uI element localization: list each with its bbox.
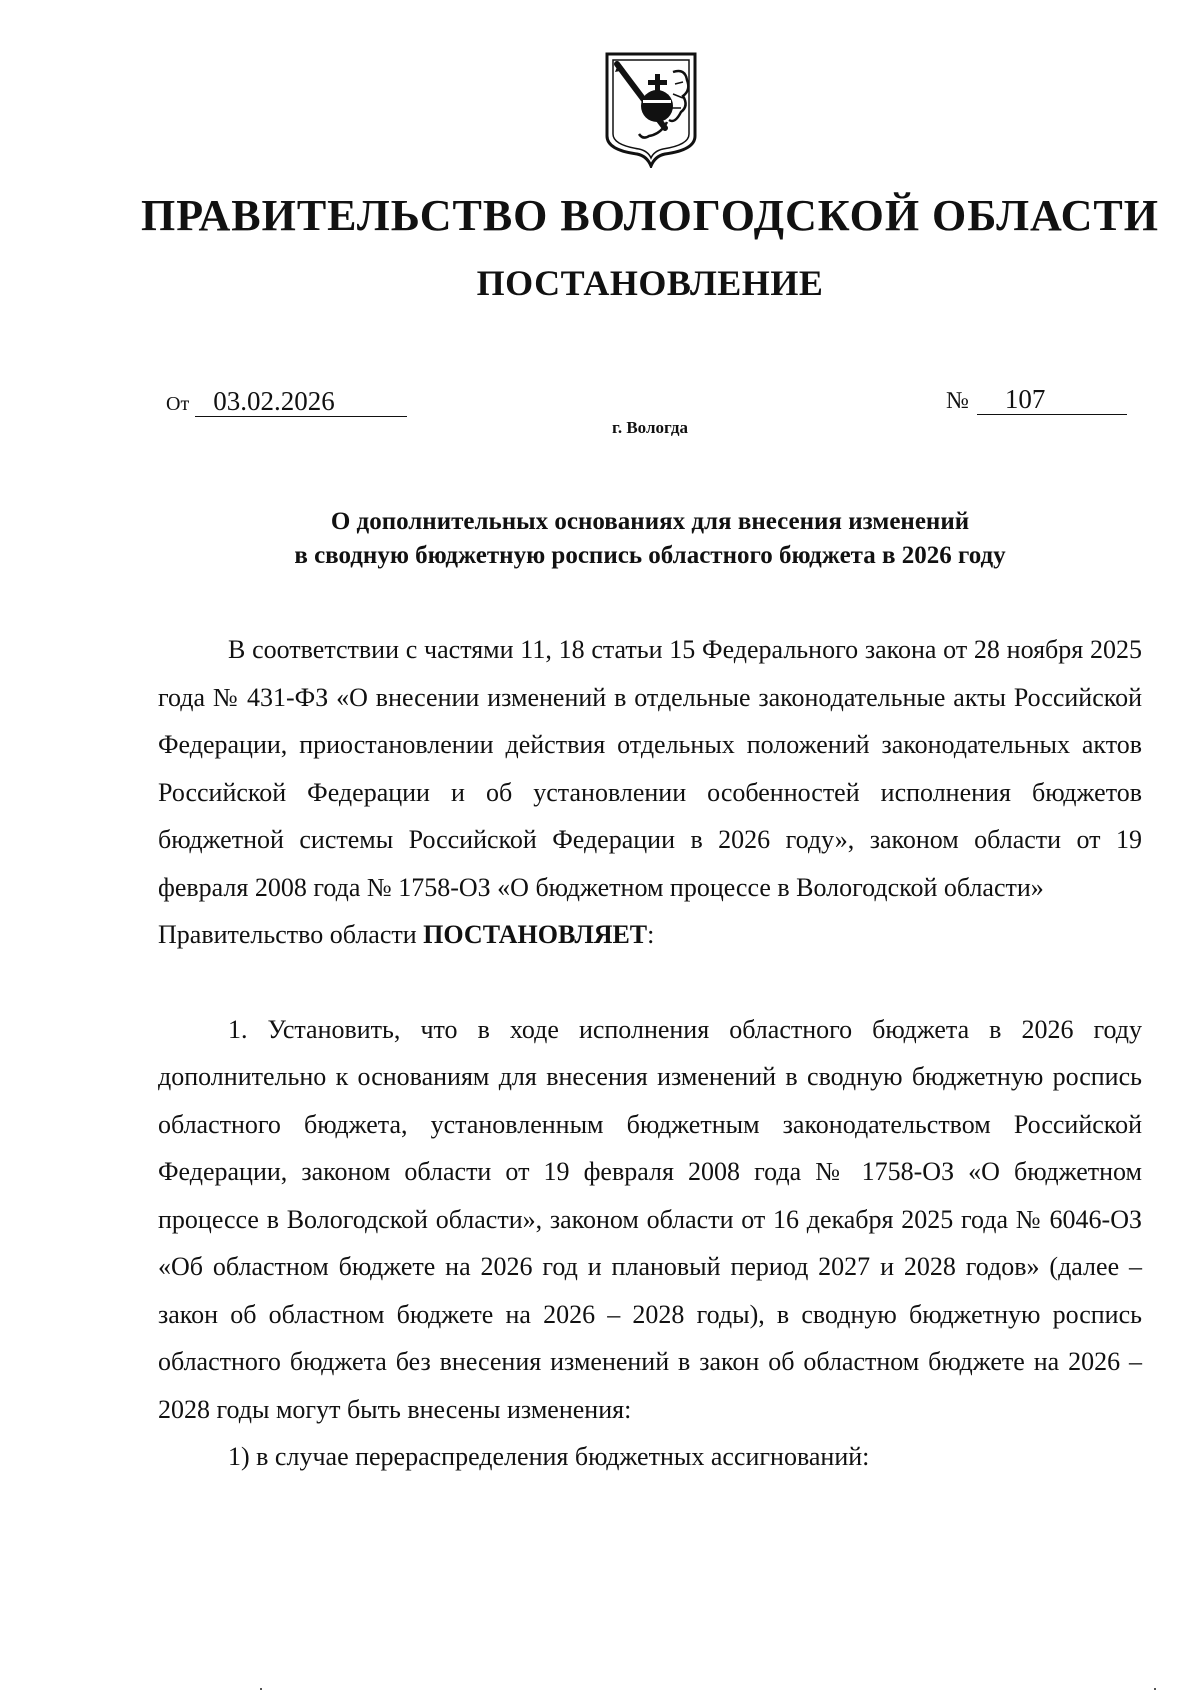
resolve-word: ПОСТАНОВЛЯЕТ: [423, 920, 648, 949]
city-label: г. Вологда: [612, 418, 688, 437]
date-field: [166, 386, 407, 417]
resolve-suffix: :: [647, 920, 655, 949]
date-prefix: От: [166, 393, 190, 415]
subject-line-2: в сводную бюджетную роспись областного бюджета в 2026 году: [294, 542, 1006, 569]
clause-1-subitem-1: 1) в случае перераспределения бюджетных ассигнований:: [228, 1442, 870, 1471]
date-value: 03.02.2026: [195, 386, 407, 417]
number-field: [946, 384, 1127, 415]
number-prefix: №: [946, 388, 969, 414]
resolve-prefix: Правительство области: [158, 920, 417, 949]
scan-artifact: [260, 1688, 262, 1690]
document-type: ПОСТАНОВЛЕНИЕ: [476, 263, 824, 303]
scan-artifact: [1154, 1688, 1156, 1690]
organization-title: ПРАВИТЕЛЬСТВО ВОЛОГОДСКОЙ ОБЛАСТИ: [141, 191, 1159, 240]
document-subject: [0, 505, 1200, 573]
resolve-line: [158, 911, 1142, 959]
coat-of-arms-icon: [603, 50, 699, 168]
preamble-paragraph: В соответствии с частями 11, 18 статьи 15 Федерального закона от 28 ноября 2025 года № 431-ФЗ «О внесении изменений в отдельные законодательные акты Российской Федерации, приостановлении действия отдельных положений законодательных актов Российской Федерации и об установлении особенностей исполнения бюджетов бюджетной системы Российской Федерации в 2026 году», законом области от 19 февраля 2008 года № 1758-ОЗ «О бюджетном процессе в Вологодской области»: [158, 635, 1142, 902]
number-value: 107: [977, 384, 1127, 415]
clause-1-paragraph: 1. Установить, что в ходе исполнения областного бюджета в 2026 году дополнительно к основаниям для внесения изменений в сводную бюджетную роспись областного бюджета, установленным бюджетным законодательством Российской Федерации, законом области от 19 февраля 2008 года № 1758-ОЗ «О бюджетном процессе в Вологодской области», законом области от 16 декабря 2025 года № 6046-ОЗ «Об областном бюджете на 2026 год и плановый период 2027 и 2028 годов» (далее – закон об областном бюджете на 2026 – 2028 годы), в сводную бюджетную роспись областного бюджета без внесения изменений в закон об областном бюджете на 2026 – 2028 годы могут быть внесены изменения:: [158, 1014, 1142, 1424]
document-body: [158, 626, 1142, 1481]
subject-line-1: О дополнительных основаниях для внесения изменений: [330, 508, 970, 535]
